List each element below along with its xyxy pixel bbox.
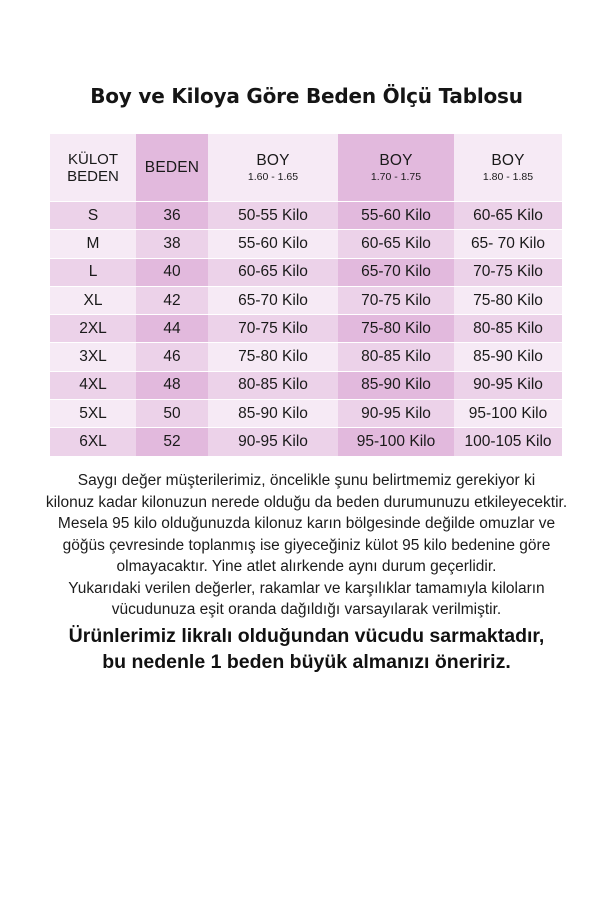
cell-kulot: M — [50, 230, 136, 258]
page-title: Boy ve Kiloya Göre Beden Ölçü Tablosu — [90, 84, 523, 108]
header-boy-1-label: BOY — [256, 151, 290, 169]
cell-boy-2: 65-70 Kilo — [338, 259, 454, 287]
header-boy-3 — [454, 134, 562, 202]
cell-boy-1: 50-55 Kilo — [208, 202, 338, 230]
cell-boy-3: 80-85 Kilo — [454, 315, 562, 343]
note-line: kilonuz kadar kilonuzun nerede olduğu da beden durumunuzu etkileyecektir. — [45, 493, 568, 511]
cell-boy-3: 60-65 Kilo — [454, 202, 562, 230]
cell-kulot: 3XL — [50, 343, 136, 371]
cell-boy-3: 70-75 Kilo — [454, 259, 562, 287]
header-beden-label: BEDEN — [144, 159, 200, 176]
note-line: Yukarıdaki verilen değerler, rakamlar ve karşılıklar tamamıyla kiloların — [68, 579, 545, 597]
cell-boy-3: 100-105 Kilo — [454, 428, 562, 456]
cell-boy-2: 55-60 Kilo — [338, 202, 454, 230]
note-line: olmayacaktır. Yine atlet alırkende aynı durum geçerlidir. — [116, 558, 497, 575]
cell-boy-2: 95-100 Kilo — [338, 428, 454, 456]
emphasis-line: bu nedenle 1 beden büyük almanızı öneririz. — [102, 650, 511, 673]
cell-boy-1: 65-70 Kilo — [208, 287, 338, 315]
header-boy-2 — [338, 134, 454, 202]
cell-kulot: 5XL — [50, 400, 136, 428]
cell-boy-3: 85-90 Kilo — [454, 343, 562, 371]
header-beden — [136, 134, 208, 202]
table-row — [50, 372, 562, 400]
header-boy-1 — [208, 134, 338, 202]
cell-beden: 46 — [136, 343, 208, 371]
cell-boy-1: 75-80 Kilo — [208, 343, 338, 371]
cell-kulot: XL — [50, 287, 136, 315]
note-line: Mesela 95 kilo olduğunuzda kilonuz karın bölgesinde değilde omuzlar ve — [57, 515, 556, 532]
cell-boy-1: 85-90 Kilo — [208, 400, 338, 428]
cell-kulot: S — [50, 202, 136, 230]
table-row — [50, 287, 562, 315]
cell-beden: 52 — [136, 428, 208, 456]
cell-boy-3: 65- 70 Kilo — [454, 230, 562, 258]
cell-boy-3: 95-100 Kilo — [454, 400, 562, 428]
cell-boy-1: 90-95 Kilo — [208, 428, 338, 456]
cell-kulot: L — [50, 259, 136, 287]
cell-boy-3: 75-80 Kilo — [454, 287, 562, 315]
header-boy-2-range: 1.70 - 1.75 — [370, 170, 422, 183]
cell-beden: 48 — [136, 372, 208, 400]
cell-kulot: 2XL — [50, 315, 136, 343]
cell-boy-1: 60-65 Kilo — [208, 259, 338, 287]
table-row — [50, 230, 562, 258]
cell-boy-1: 80-85 Kilo — [208, 372, 338, 400]
notes-block — [0, 470, 613, 675]
cell-beden: 40 — [136, 259, 208, 287]
cell-boy-2: 85-90 Kilo — [338, 372, 454, 400]
cell-beden: 50 — [136, 400, 208, 428]
cell-boy-2: 80-85 Kilo — [338, 343, 454, 371]
table-row — [50, 315, 562, 343]
cell-boy-2: 70-75 Kilo — [338, 287, 454, 315]
cell-kulot: 6XL — [50, 428, 136, 456]
cell-beden: 38 — [136, 230, 208, 258]
note-line: vücudunuza eşit oranda dağıldığı varsayılarak verilmiştir. — [111, 601, 502, 618]
cell-kulot: 4XL — [50, 372, 136, 400]
cell-boy-1: 55-60 Kilo — [208, 230, 338, 258]
header-boy-1-range: 1.60 - 1.65 — [247, 170, 299, 183]
table-row — [50, 259, 562, 287]
header-kulot-line2: BEDEN — [67, 167, 119, 185]
table-row — [50, 202, 562, 230]
table-row — [50, 343, 562, 371]
cell-boy-2: 60-65 Kilo — [338, 230, 454, 258]
header-boy-3-range: 1.80 - 1.85 — [482, 170, 534, 183]
header-boy-3-label: BOY — [491, 151, 525, 169]
note-line: Saygı değer müşterilerimiz, öncelikle şunu belirtmemiz gerekiyor ki — [77, 472, 536, 489]
cell-beden: 36 — [136, 202, 208, 230]
header-boy-2-label: BOY — [379, 151, 413, 169]
cell-boy-1: 70-75 Kilo — [208, 315, 338, 343]
table-header-row — [50, 134, 562, 202]
header-kulot-beden — [50, 134, 136, 202]
cell-boy-2: 75-80 Kilo — [338, 315, 454, 343]
cell-boy-3: 90-95 Kilo — [454, 372, 562, 400]
table-row — [50, 428, 562, 456]
cell-boy-2: 90-95 Kilo — [338, 400, 454, 428]
cell-beden: 42 — [136, 287, 208, 315]
emphasis-line: Ürünlerimiz likralı olduğundan vücudu sarmaktadır, — [68, 624, 545, 647]
note-line: göğüs çevresinde toplanmış ise giyeceğiniz külot 95 kilo bedenine göre — [62, 536, 551, 554]
cell-beden: 44 — [136, 315, 208, 343]
header-kulot-line1: KÜLOT — [67, 150, 118, 168]
table-row — [50, 400, 562, 428]
size-chart-table — [50, 134, 562, 457]
